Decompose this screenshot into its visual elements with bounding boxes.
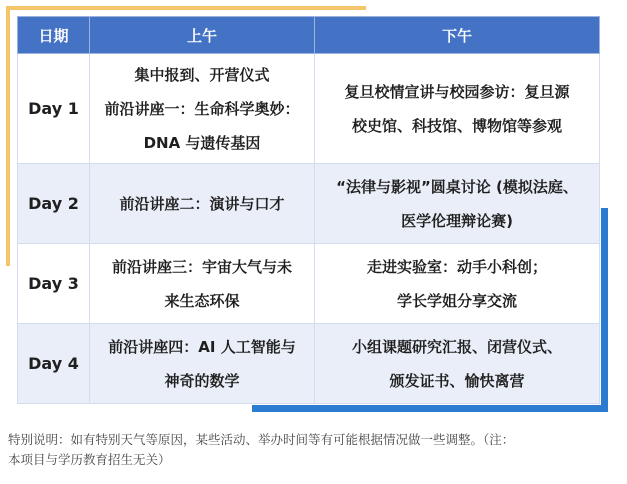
afternoon-line: 小组课题研究汇报、闭营仪式、 (351, 337, 562, 356)
afternoon-line: 走进实验室：动手小科创； (366, 257, 547, 276)
day-label: Day 4 (18, 324, 90, 404)
schedule-table (17, 16, 600, 404)
table-row-day3 (18, 244, 600, 324)
day-label: Day 1 (18, 54, 90, 164)
morning-line: 前沿讲座四：AI 人工智能与 (108, 337, 296, 356)
morning-line: 来生态环保 (164, 291, 240, 310)
morning-cell (90, 244, 315, 324)
day-label: Day 3 (18, 244, 90, 324)
note-line: 特别说明：如有特别天气等原因，某些活动、举办时间等有可能根据情况做一些调整。（注： (8, 432, 515, 447)
morning-cell (90, 54, 315, 164)
morning-line: DNA 与遗传基因 (143, 133, 261, 152)
morning-line: 前沿讲座一：生命科学奥妙： (104, 99, 300, 118)
afternoon-cell (315, 54, 600, 164)
afternoon-line: 校史馆、科技馆、博物馆等参观 (351, 116, 562, 135)
afternoon-cell (315, 244, 600, 324)
afternoon-line: 学长学姐分享交流 (396, 291, 517, 310)
table-row-day4 (18, 324, 600, 404)
morning-cell (90, 164, 315, 244)
header-afternoon: 下午 (315, 17, 600, 54)
special-note (8, 430, 620, 470)
morning-line: 集中报到、开营仪式 (134, 65, 270, 84)
morning-line: 前沿讲座二：演讲与口才 (119, 194, 285, 213)
table-row-day1 (18, 54, 600, 164)
table-row-day2 (18, 164, 600, 244)
afternoon-line: 医学伦理辩论赛) (401, 211, 513, 230)
morning-line: 前沿讲座三：宇宙大气与未 (111, 257, 292, 276)
day-label: Day 2 (18, 164, 90, 244)
afternoon-line: “法律与影视”圆桌讨论 (模拟法庭、 (336, 177, 578, 196)
header-date: 日期 (18, 17, 90, 54)
morning-cell (90, 324, 315, 404)
afternoon-cell (315, 324, 600, 404)
afternoon-cell (315, 164, 600, 244)
note-line: 本项目与学历教育招生无关） (8, 452, 171, 467)
header-morning: 上午 (90, 17, 315, 54)
morning-line: 神奇的数学 (164, 371, 240, 390)
table-header-row (18, 17, 600, 54)
afternoon-line: 颁发证书、愉快离营 (389, 371, 525, 390)
afternoon-line: 复旦校情宣讲与校园参访：复旦源 (344, 82, 570, 101)
